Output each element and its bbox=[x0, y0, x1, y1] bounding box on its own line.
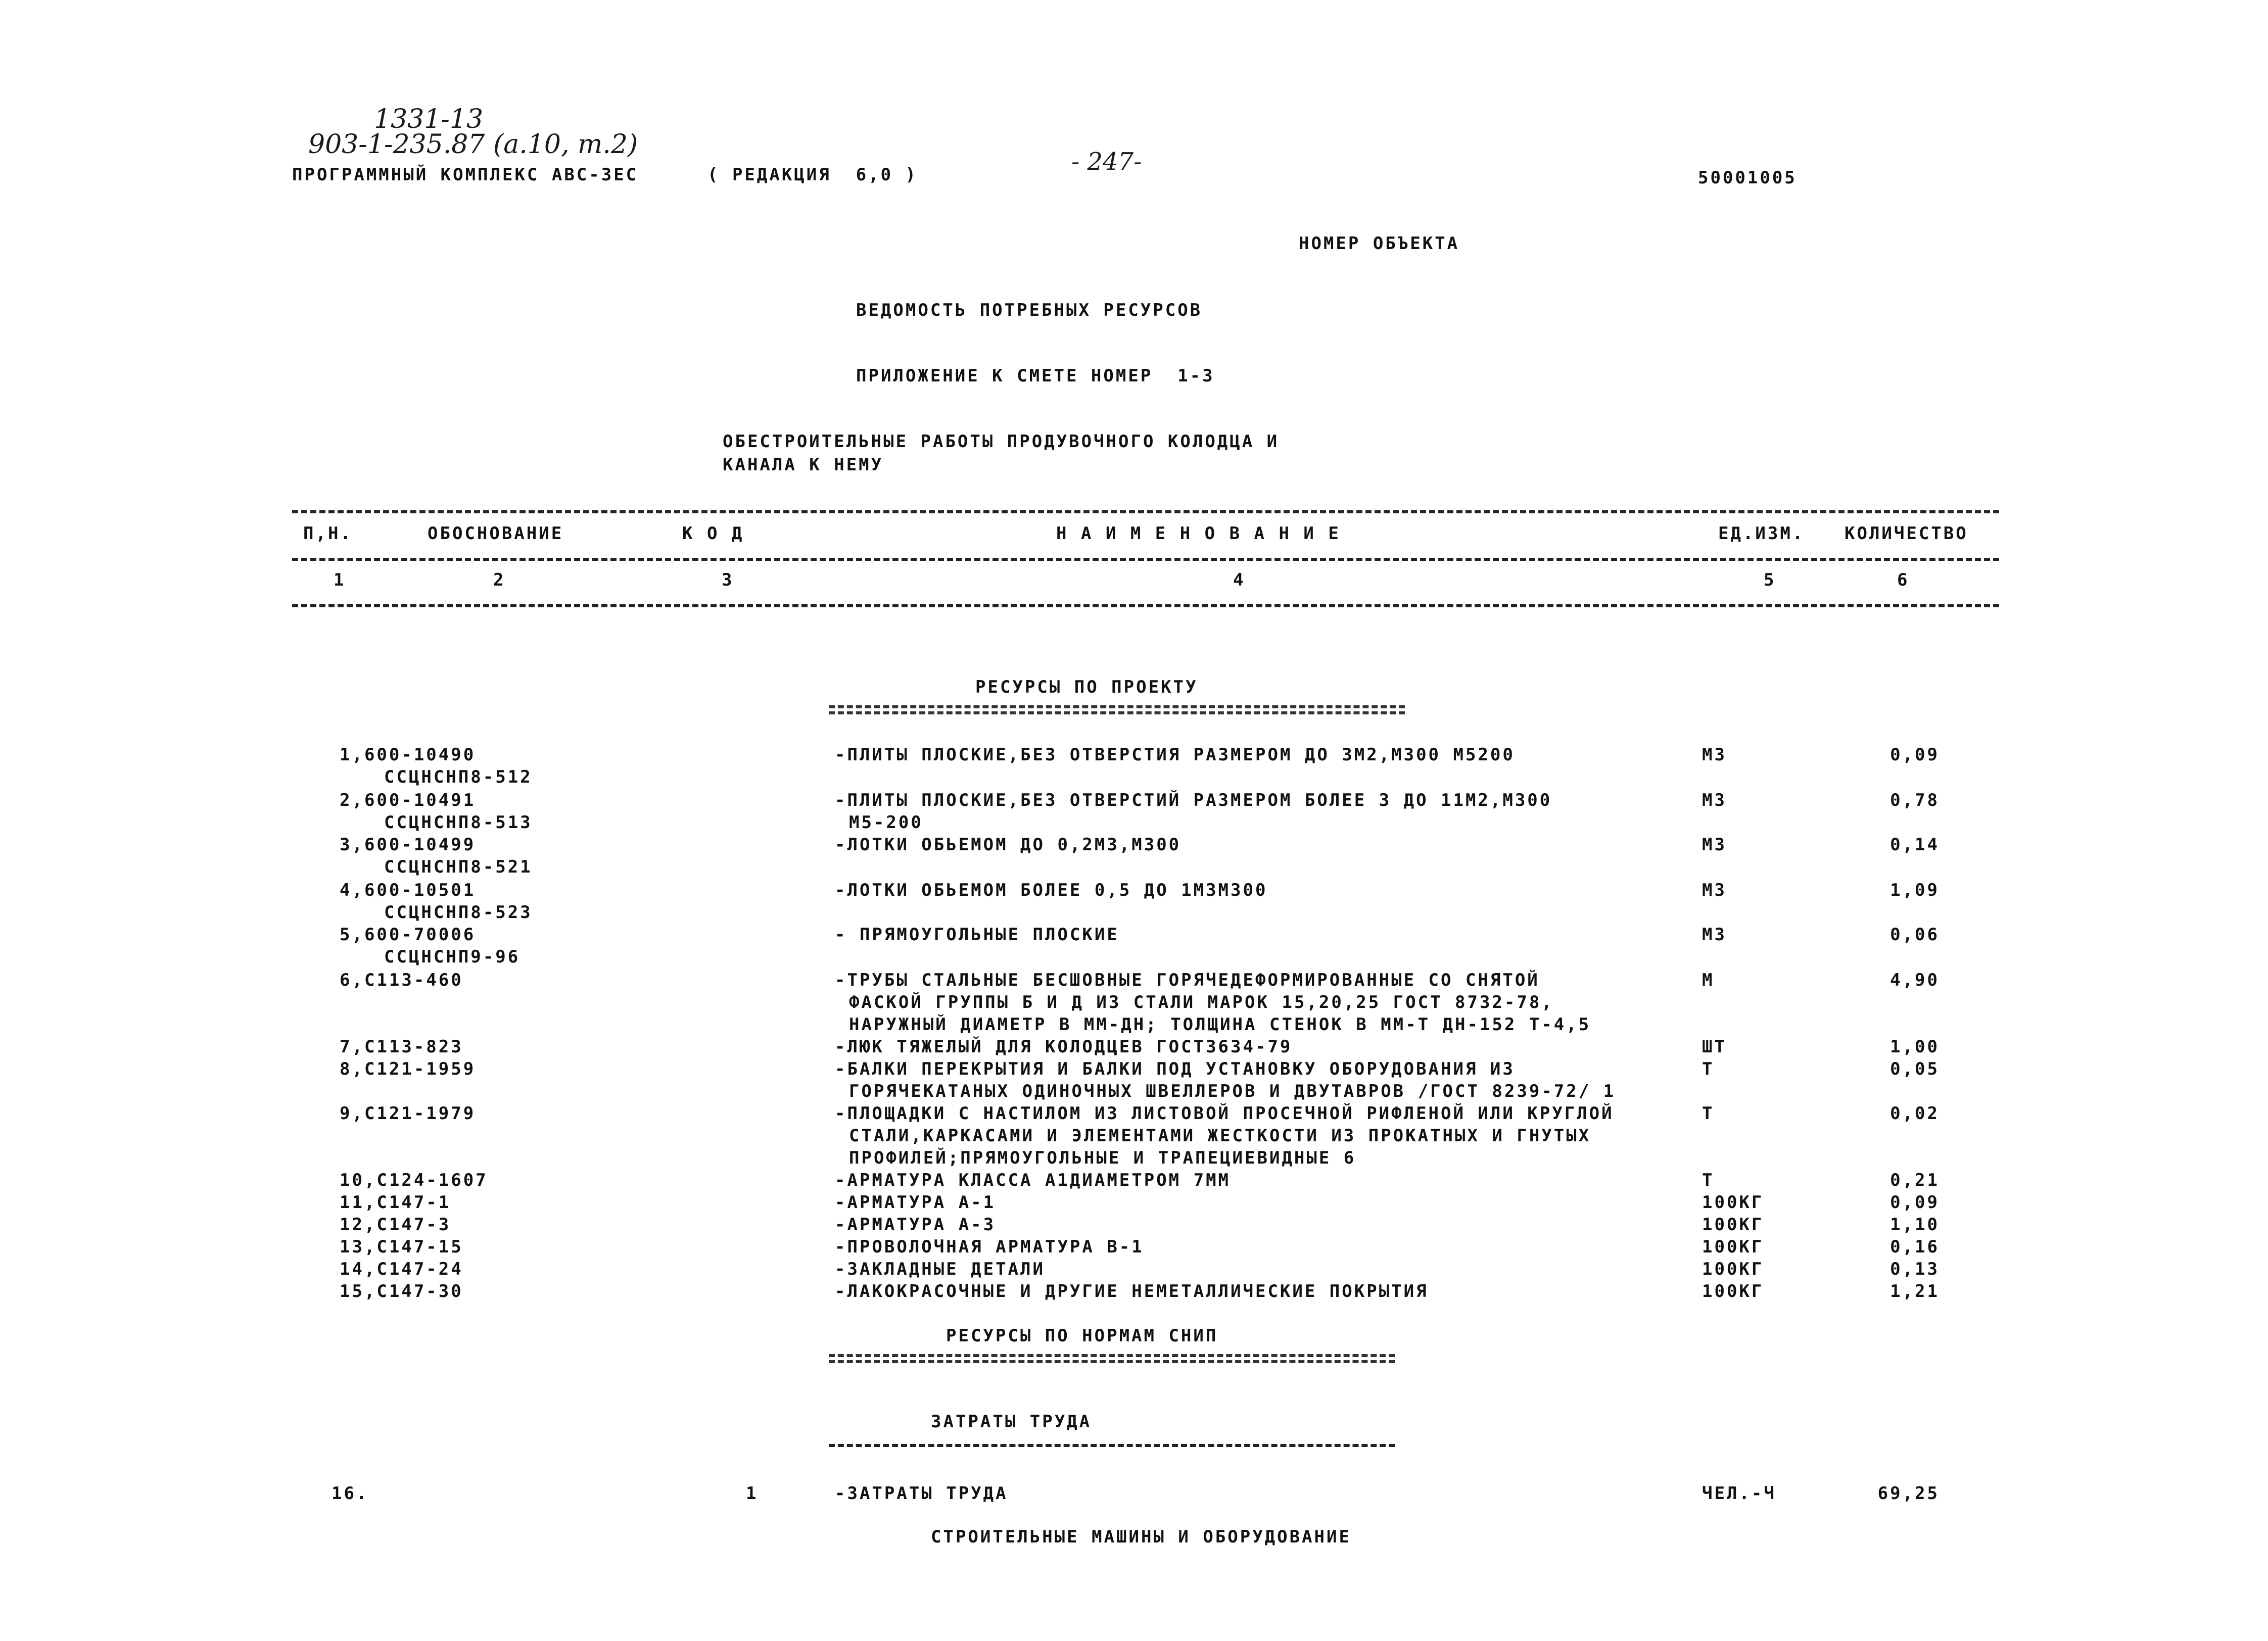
labor-unit: ЧЕЛ.-Ч bbox=[1702, 1483, 1776, 1504]
row-unit: М3 bbox=[1702, 745, 1727, 765]
row-basis-code: ССЦНСНП9-96 bbox=[384, 947, 521, 967]
row-unit: ШТ bbox=[1702, 1037, 1727, 1057]
work-title-line-2: КАНАЛА К НЕМУ bbox=[723, 455, 884, 475]
handwritten-archive-number: 1331-13 bbox=[374, 104, 484, 134]
row-name-line: -БАЛКИ ПЕРЕКРЫТИЯ И БАЛКИ ПОД УСТАНОВКУ ОБОРУДОВАНИЯ ИЗ bbox=[835, 1059, 1515, 1079]
col-number-3: 3 bbox=[722, 570, 734, 590]
row-basis: 7,С113-823 bbox=[340, 1037, 463, 1057]
labor-name: -ЗАТРАТЫ ТРУДА bbox=[835, 1483, 1008, 1504]
row-name-line: -ЛАКОКРАСОЧНЫЕ И ДРУГИЕ НЕМЕТАЛЛИЧЕСКИЕ ПОКРЫТИЯ bbox=[835, 1281, 1429, 1301]
row-basis: 9,С121-1979 bbox=[340, 1103, 476, 1124]
section-title-project: РЕСУРСЫ ПО ПРОЕКТУ bbox=[975, 677, 1198, 697]
row-name-line: М5-200 bbox=[849, 812, 923, 833]
row-unit: М3 bbox=[1702, 925, 1727, 945]
row-name-line: НАРУЖНЫЙ ДИАМЕТР В ММ-ДН; ТОЛЩИНА СТЕНОК В ММ-Т ДН-152 Т-4,5 bbox=[849, 1015, 1591, 1035]
row-name-line: -ЗАКЛАДНЫЕ ДЕТАЛИ bbox=[835, 1259, 1045, 1279]
row-basis: 6,С113-460 bbox=[340, 970, 463, 990]
labor-number: 16. bbox=[332, 1483, 369, 1504]
row-quantity: 0,14 bbox=[1890, 835, 1940, 855]
row-name-line: -АРМАТУРА КЛАССА А1ДИАМЕТРОМ 7ММ bbox=[835, 1170, 1231, 1190]
row-basis-code: ССЦНСНП8-521 bbox=[384, 857, 533, 877]
col-header-unit: ЕД.ИЗМ. bbox=[1718, 523, 1805, 544]
col-number-5: 5 bbox=[1764, 570, 1776, 590]
row-name-line: -ПЛИТЫ ПЛОСКИЕ,БЕЗ ОТВЕРСТИЙ РАЗМЕРОМ БОЛЕЕ 3 ДО 11М2,М300 bbox=[835, 790, 1552, 810]
row-basis-code: ССЦНСНП8-512 bbox=[384, 767, 533, 787]
page-title: ВЕДОМОСТЬ ПОТРЕБНЫХ РЕСУРСОВ bbox=[856, 300, 1203, 320]
col-header-pn: П,Н. bbox=[303, 523, 353, 544]
row-name-line: -ПРОВОЛОЧНАЯ АРМАТУРА В-1 bbox=[835, 1237, 1144, 1257]
row-name-line: -ПЛИТЫ ПЛОСКИЕ,БЕЗ ОТВЕРСТИЯ РАЗМЕРОМ ДО 3М2,М300 М5200 bbox=[835, 745, 1515, 765]
col-header-name: Н А И М Е Н О В А Н И Е bbox=[1056, 523, 1341, 544]
row-basis: 8,С121-1959 bbox=[340, 1059, 476, 1079]
row-basis: 12,С147-3 bbox=[340, 1215, 451, 1235]
table-row bbox=[0, 1214, 2268, 1236]
row-quantity: 0,09 bbox=[1890, 1192, 1940, 1213]
row-unit: Т bbox=[1702, 1103, 1715, 1124]
row-quantity: 0,09 bbox=[1890, 745, 1940, 765]
row-unit: 100КГ bbox=[1702, 1192, 1764, 1213]
col-number-2: 2 bbox=[493, 570, 506, 590]
row-quantity: 1,09 bbox=[1890, 880, 1940, 900]
handwritten-project-code: 903-1-235.87 (a.10, т.2) bbox=[308, 129, 638, 160]
row-name-line: ГОРЯЧЕКАТАНЫХ ОДИНОЧНЫХ ШВЕЛЛЕРОВ И ДВУТАВРОВ /ГОСТ 8239-72/ 1 bbox=[849, 1081, 1616, 1101]
row-basis: 14,С147-24 bbox=[340, 1259, 463, 1279]
col-header-code: К О Д bbox=[682, 523, 744, 544]
row-unit: М3 bbox=[1702, 880, 1727, 900]
row-name-line: -ПЛОЩАДКИ С НАСТИЛОМ ИЗ ЛИСТОВОЙ ПРОСЕЧНОЙ РИФЛЕНОЙ ИЛИ КРУГЛОЙ bbox=[835, 1103, 1614, 1124]
object-number-label: НОМЕР ОБЪЕКТА bbox=[1299, 233, 1460, 254]
row-unit: Т bbox=[1702, 1170, 1715, 1190]
table-rule-bottom bbox=[292, 604, 1999, 607]
table-row bbox=[0, 1058, 2268, 1080]
row-unit: М3 bbox=[1702, 790, 1727, 810]
section-underline-project bbox=[829, 705, 1405, 714]
section-title-labor: ЗАТРАТЫ ТРУДА bbox=[931, 1412, 1092, 1432]
section-underline-labor bbox=[829, 1444, 1395, 1447]
col-header-basis: ОБОСНОВАНИЕ bbox=[428, 523, 564, 544]
section-title-machines: СТРОИТЕЛЬНЫЕ МАШИНЫ И ОБОРУДОВАНИЕ bbox=[931, 1527, 1351, 1547]
col-number-1: 1 bbox=[334, 570, 346, 590]
table-row bbox=[0, 1102, 2268, 1125]
handwritten-page-number: - 247- bbox=[1071, 148, 1142, 176]
row-quantity: 4,90 bbox=[1890, 970, 1940, 990]
row-quantity: 0,16 bbox=[1890, 1237, 1940, 1257]
col-number-4: 4 bbox=[1233, 570, 1246, 590]
row-unit: М3 bbox=[1702, 835, 1727, 855]
row-quantity: 1,00 bbox=[1890, 1037, 1940, 1057]
row-quantity: 0,78 bbox=[1890, 790, 1940, 810]
table-row bbox=[0, 924, 2268, 946]
row-basis: 15,С147-30 bbox=[340, 1281, 463, 1301]
row-unit: 100КГ bbox=[1702, 1237, 1764, 1257]
row-unit: 100КГ bbox=[1702, 1215, 1764, 1235]
table-rule-top bbox=[292, 510, 1999, 513]
col-number-6: 6 bbox=[1897, 570, 1910, 590]
table-rule-middle bbox=[292, 558, 1999, 561]
row-quantity: 0,02 bbox=[1890, 1103, 1940, 1124]
table-row bbox=[0, 789, 2268, 811]
labor-code: 1 bbox=[746, 1483, 759, 1504]
document-number: 50001005 bbox=[1698, 168, 1797, 188]
row-name-line: -АРМАТУРА А-1 bbox=[835, 1192, 996, 1213]
col-header-qty: КОЛИЧЕСТВО bbox=[1845, 523, 1968, 544]
row-basis: 2,600-10491 bbox=[340, 790, 476, 810]
table-row bbox=[0, 1280, 2268, 1302]
table-row bbox=[0, 1169, 2268, 1191]
table-row bbox=[0, 1482, 2268, 1505]
row-name-line: - ПРЯМОУГОЛЬНЫЕ ПЛОСКИЕ bbox=[835, 925, 1119, 945]
table-row bbox=[0, 834, 2268, 856]
row-name-line: -АРМАТУРА А-3 bbox=[835, 1215, 996, 1235]
row-unit: Т bbox=[1702, 1059, 1715, 1079]
appendix-line: ПРИЛОЖЕНИЕ К СМЕТЕ НОМЕР 1-3 bbox=[856, 366, 1215, 386]
row-name-line: -ЛОТКИ ОБЬЕМОМ БОЛЕЕ 0,5 ДО 1М3М300 bbox=[835, 880, 1268, 900]
table-row bbox=[0, 1191, 2268, 1214]
table-row bbox=[0, 1258, 2268, 1280]
row-quantity: 1,10 bbox=[1890, 1215, 1940, 1235]
row-name-line: -ЛОТКИ ОБЬЕМОМ ДО 0,2М3,М300 bbox=[835, 835, 1182, 855]
row-quantity: 0,06 bbox=[1890, 925, 1940, 945]
row-basis: 3,600-10499 bbox=[340, 835, 476, 855]
labor-quantity: 69,25 bbox=[1877, 1483, 1940, 1504]
section-underline-norms bbox=[829, 1354, 1395, 1363]
row-unit: 100КГ bbox=[1702, 1259, 1764, 1279]
table-row bbox=[0, 1236, 2268, 1258]
table-row bbox=[0, 969, 2268, 991]
row-basis-code: ССЦНСНП8-523 bbox=[384, 902, 533, 923]
row-basis: 1,600-10490 bbox=[340, 745, 476, 765]
edition: ( РЕДАКЦИЯ 6,0 ) bbox=[707, 165, 918, 185]
row-quantity: 0,13 bbox=[1890, 1259, 1940, 1279]
row-quantity: 1,21 bbox=[1890, 1281, 1940, 1301]
row-unit: 100КГ bbox=[1702, 1281, 1764, 1301]
row-name-line: ФАСКОЙ ГРУППЫ Б И Д ИЗ СТАЛИ МАРОК 15,20,25 ГОСТ 8732-78, bbox=[849, 992, 1554, 1012]
table-row bbox=[0, 744, 2268, 766]
program-name: ПРОГРАММНЫЙ КОМПЛЕКС АВС-3ЕС bbox=[292, 165, 639, 185]
row-quantity: 0,21 bbox=[1890, 1170, 1940, 1190]
row-quantity: 0,05 bbox=[1890, 1059, 1940, 1079]
row-name-line: -ЛЮК ТЯЖЕЛЫЙ ДЛЯ КОЛОДЦЕВ ГОСТ3634-79 bbox=[835, 1037, 1293, 1057]
row-name-line: -ТРУБЫ СТАЛЬНЫЕ БЕСШОВНЫЕ ГОРЯЧЕДЕФОРМИРОВАННЫЕ СО СНЯТОЙ bbox=[835, 970, 1540, 990]
row-basis: 5,600-70006 bbox=[340, 925, 476, 945]
row-basis: 11,С147-1 bbox=[340, 1192, 451, 1213]
row-basis: 10,С124-1607 bbox=[340, 1170, 488, 1190]
row-basis-code: ССЦНСНП8-513 bbox=[384, 812, 533, 833]
row-name-line: СТАЛИ,КАРКАСАМИ И ЭЛЕМЕНТАМИ ЖЕСТКОСТИ ИЗ ПРОКАТНЫХ И ГНУТЫХ bbox=[849, 1126, 1591, 1146]
section-title-norms: РЕСУРСЫ ПО НОРМАМ СНИП bbox=[946, 1326, 1218, 1346]
row-name-line: ПРОФИЛЕЙ;ПРЯМОУГОЛЬНЫЕ И ТРАПЕЦИЕВИДНЫЕ 6 bbox=[849, 1148, 1356, 1168]
row-basis: 13,С147-15 bbox=[340, 1237, 463, 1257]
row-basis: 4,600-10501 bbox=[340, 880, 476, 900]
row-unit: М bbox=[1702, 970, 1715, 990]
table-row bbox=[0, 1036, 2268, 1058]
work-title-line-1: ОБЕСТРОИТЕЛЬНЫЕ РАБОТЫ ПРОДУВОЧНОГО КОЛОДЦА И bbox=[723, 431, 1280, 452]
table-row bbox=[0, 879, 2268, 901]
